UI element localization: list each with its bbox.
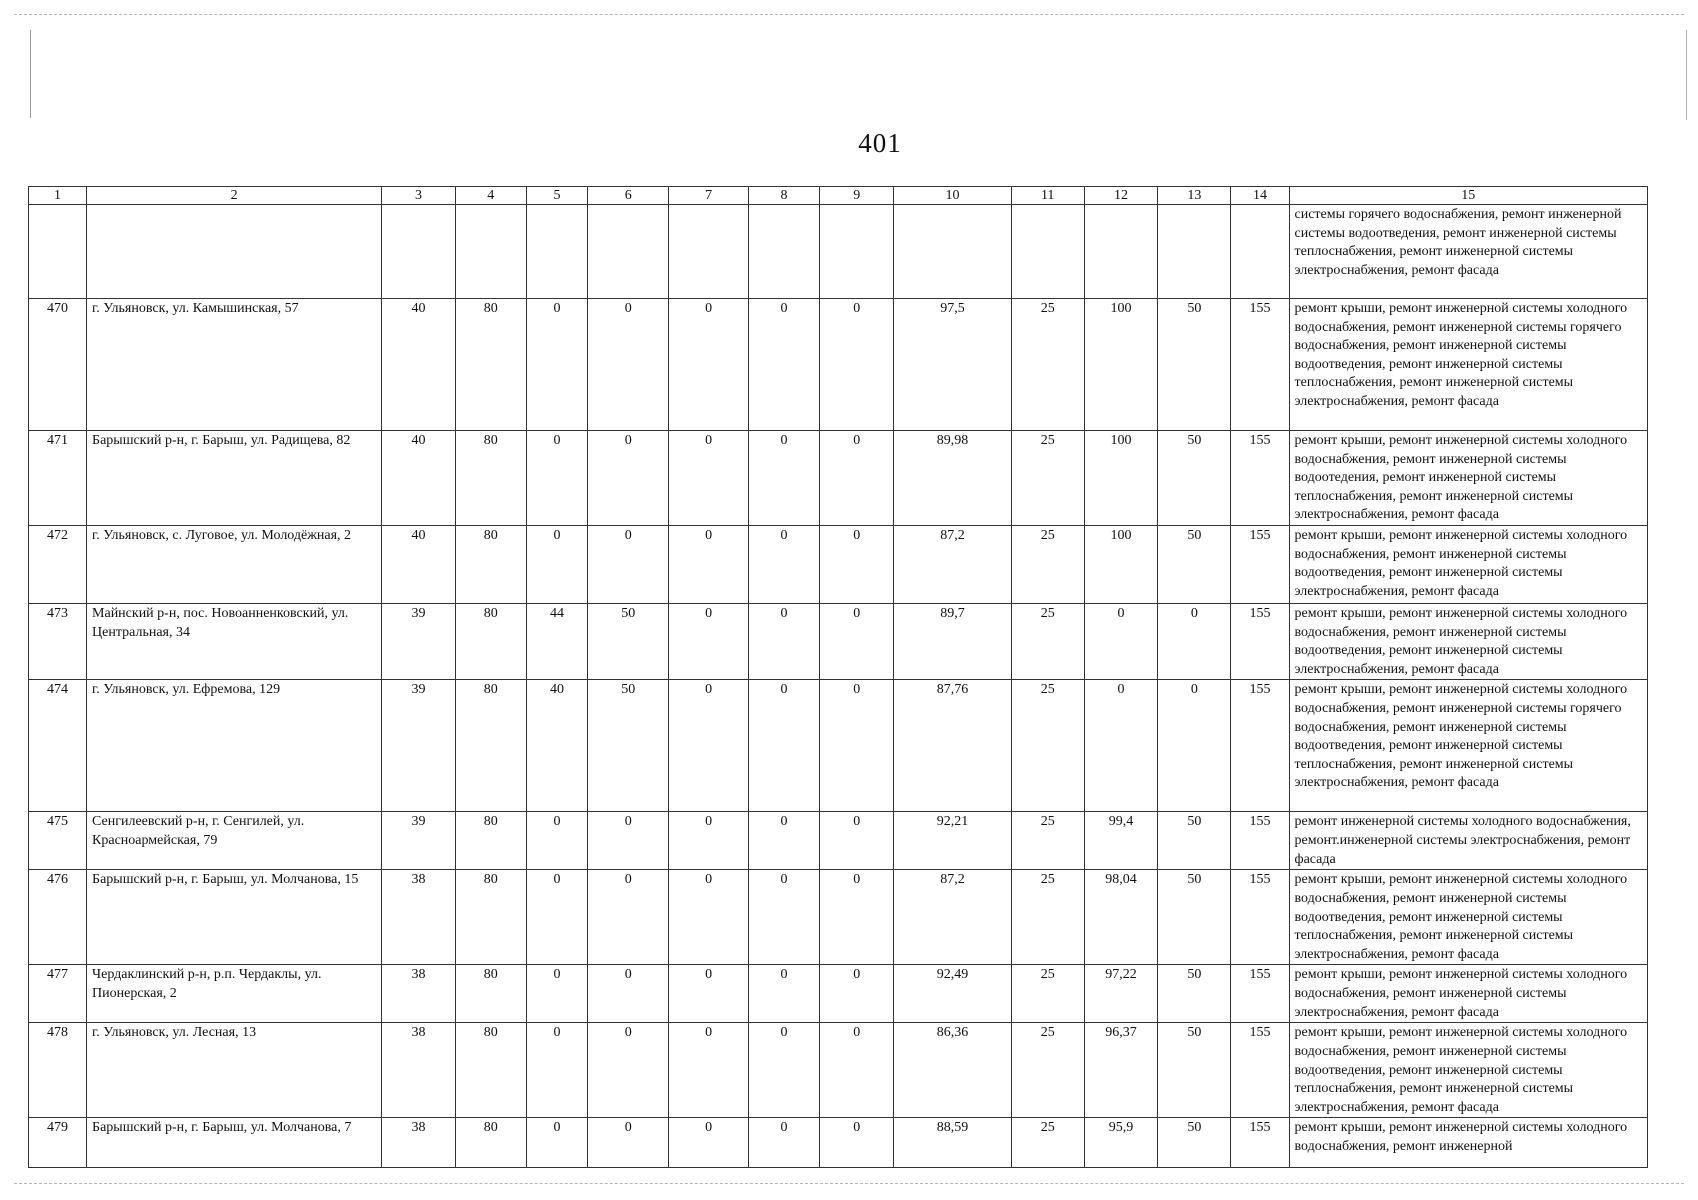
value-cell-col12: 100 — [1084, 525, 1157, 603]
repair-works-cell: ремонт крыши, ремонт инженерной системы холодного водоснабжения, ремонт инженерной системы горячего водоснабжения, ремонт инженерной системы водоотведения, ремонт инженерной системы теплоснабжения, ремонт инженерной системы электроснабжения, ремонт фасада — [1289, 299, 1647, 431]
value-cell-col11: 25 — [1011, 680, 1084, 812]
value-cell-col14: 155 — [1231, 1118, 1289, 1168]
repair-works-cell: системы горячего водоснабжения, ремонт инженерной системы водоотведения, ремонт инженерной системы теплоснабжения, ремонт инженерной системы электроснабжения, ремонт фасада — [1289, 205, 1647, 299]
value-cell-col11: 25 — [1011, 812, 1084, 870]
value-cell-col14: 155 — [1231, 603, 1289, 679]
value-cell-col4: 80 — [455, 525, 526, 603]
address-cell: г. Ульяновск, ул. Лесная, 13 — [87, 1023, 382, 1118]
value-cell-col8: 0 — [748, 1023, 819, 1118]
value-cell-col10: 92,21 — [894, 812, 1011, 870]
column-number: 9 — [820, 187, 894, 205]
value-cell-col12: 99,4 — [1084, 812, 1157, 870]
column-number: 5 — [526, 187, 587, 205]
repair-works-cell: ремонт инженерной системы холодного водоснабжения, ремонт.инженерной системы электроснабжения, ремонт фасада — [1289, 812, 1647, 870]
value-cell-col3: 39 — [382, 603, 455, 679]
value-cell-col14: 155 — [1231, 870, 1289, 965]
value-cell-col7: 0 — [669, 603, 748, 679]
column-number: 8 — [748, 187, 819, 205]
value-cell-col13: 50 — [1158, 812, 1231, 870]
repair-works-cell: ремонт крыши, ремонт инженерной системы холодного водоснабжения, ремонт инженерной — [1289, 1118, 1647, 1168]
address-cell: г. Ульяновск, ул. Камышинская, 57 — [87, 299, 382, 431]
value-cell-col4: 80 — [455, 431, 526, 526]
table-row — [29, 603, 1648, 679]
value-cell-col3: 40 — [382, 431, 455, 526]
value-cell-col10: 92,49 — [894, 965, 1011, 1023]
column-number: 2 — [87, 187, 382, 205]
value-cell-col12: 0 — [1084, 603, 1157, 679]
value-cell-col14: 155 — [1231, 812, 1289, 870]
address-cell: Майнский р-н, пос. Новоанненковский, ул. Центральная, 34 — [87, 603, 382, 679]
value-cell-col12: 0 — [1084, 680, 1157, 812]
value-cell-col4: 80 — [455, 603, 526, 679]
value-cell-col4: 80 — [455, 870, 526, 965]
value-cell-col5: 0 — [526, 870, 587, 965]
value-cell-col5: 0 — [526, 1023, 587, 1118]
repair-works-cell: ремонт крыши, ремонт инженерной системы холодного водоснабжения, ремонт инженерной системы водоотведения, ремонт инженерной системы теплоснабжения, ремонт инженерной системы электроснабжения, ремонт фасада — [1289, 1023, 1647, 1118]
row-number-cell: 470 — [29, 299, 87, 431]
value-cell-col3: 38 — [382, 965, 455, 1023]
value-cell-col12: 97,22 — [1084, 965, 1157, 1023]
value-cell-col11: 25 — [1011, 870, 1084, 965]
address-cell: Барышский р-н, г. Барыш, ул. Молчанова, 15 — [87, 870, 382, 965]
value-cell-col7: 0 — [669, 1118, 748, 1168]
value-cell-col8: 0 — [748, 431, 819, 526]
value-cell-col4: 80 — [455, 812, 526, 870]
value-cell-col7: 0 — [669, 965, 748, 1023]
value-cell-col10: 97,5 — [894, 299, 1011, 431]
row-number-cell: 476 — [29, 870, 87, 965]
table-body — [29, 187, 1648, 1168]
value-cell-col6: 0 — [587, 965, 668, 1023]
value-cell-col7 — [669, 205, 748, 299]
column-number: 13 — [1158, 187, 1231, 205]
value-cell-col6: 0 — [587, 1023, 668, 1118]
row-number-cell — [29, 205, 87, 299]
column-number: 12 — [1084, 187, 1157, 205]
value-cell-col11: 25 — [1011, 525, 1084, 603]
value-cell-col3: 40 — [382, 525, 455, 603]
value-cell-col7: 0 — [669, 680, 748, 812]
value-cell-col3: 38 — [382, 1023, 455, 1118]
repair-works-cell: ремонт крыши, ремонт инженерной системы холодного водоснабжения, ремонт инженерной системы горячего водоснабжения, ремонт инженерной системы водоотведения, ремонт инженерной системы теплоснабжения, ремонт инженерной системы электроснабжения, ремонт фасада — [1289, 680, 1647, 812]
value-cell-col11: 25 — [1011, 603, 1084, 679]
address-cell: Чердаклинский р-н, р.п. Чердаклы, ул. Пионерская, 2 — [87, 965, 382, 1023]
scan-edge-left — [30, 30, 31, 118]
value-cell-col10: 87,2 — [894, 525, 1011, 603]
table-row — [29, 205, 1648, 299]
value-cell-col11: 25 — [1011, 1023, 1084, 1118]
value-cell-col3: 38 — [382, 870, 455, 965]
column-number: 3 — [382, 187, 455, 205]
value-cell-col5: 0 — [526, 1118, 587, 1168]
value-cell-col9 — [820, 205, 894, 299]
column-number: 4 — [455, 187, 526, 205]
repair-works-cell: ремонт крыши, ремонт инженерной системы холодного водоснабжения, ремонт инженерной системы водоотведения, ремонт инженерной системы теплоснабжения, ремонт инженерной системы электроснабжения, ремонт фасада — [1289, 870, 1647, 965]
column-number: 11 — [1011, 187, 1084, 205]
value-cell-col8: 0 — [748, 680, 819, 812]
value-cell-col10: 89,98 — [894, 431, 1011, 526]
value-cell-col12: 100 — [1084, 431, 1157, 526]
value-cell-col3 — [382, 205, 455, 299]
value-cell-col7: 0 — [669, 812, 748, 870]
value-cell-col6: 0 — [587, 431, 668, 526]
column-number: 1 — [29, 187, 87, 205]
repair-works-cell: ремонт крыши, ремонт инженерной системы холодного водоснабжения, ремонт инженерной системы водоотведения, ремонт инженерной системы электроснабжения, ремонт фасада — [1289, 603, 1647, 679]
table-row — [29, 965, 1648, 1023]
value-cell-col4: 80 — [455, 1023, 526, 1118]
value-cell-col5 — [526, 205, 587, 299]
value-cell-col13: 50 — [1158, 870, 1231, 965]
value-cell-col5: 0 — [526, 299, 587, 431]
scan-edge-top — [14, 14, 1684, 15]
value-cell-col12 — [1084, 205, 1157, 299]
value-cell-col13: 50 — [1158, 1023, 1231, 1118]
repair-works-cell: ремонт крыши, ремонт инженерной системы холодного водоснабжения, ремонт инженерной системы водоотведения, ремонт инженерной системы электроснабжения, ремонт фасада — [1289, 525, 1647, 603]
value-cell-col9: 0 — [820, 431, 894, 526]
value-cell-col3: 38 — [382, 1118, 455, 1168]
value-cell-col10: 89,7 — [894, 603, 1011, 679]
value-cell-col13: 50 — [1158, 525, 1231, 603]
address-cell: Барышский р-н, г. Барыш, ул. Молчанова, 7 — [87, 1118, 382, 1168]
value-cell-col8 — [748, 205, 819, 299]
value-cell-col10: 88,59 — [894, 1118, 1011, 1168]
value-cell-col4: 80 — [455, 680, 526, 812]
table-row — [29, 680, 1648, 812]
value-cell-col14 — [1231, 205, 1289, 299]
value-cell-col9: 0 — [820, 603, 894, 679]
row-number-cell: 473 — [29, 603, 87, 679]
value-cell-col6 — [587, 205, 668, 299]
row-number-cell: 479 — [29, 1118, 87, 1168]
value-cell-col13: 50 — [1158, 299, 1231, 431]
value-cell-col4: 80 — [455, 299, 526, 431]
value-cell-col13: 50 — [1158, 965, 1231, 1023]
value-cell-col14: 155 — [1231, 299, 1289, 431]
value-cell-col11: 25 — [1011, 431, 1084, 526]
value-cell-col9: 0 — [820, 525, 894, 603]
value-cell-col8: 0 — [748, 1118, 819, 1168]
column-number: 10 — [894, 187, 1011, 205]
value-cell-col10: 86,36 — [894, 1023, 1011, 1118]
value-cell-col11 — [1011, 205, 1084, 299]
value-cell-col9: 0 — [820, 1023, 894, 1118]
value-cell-col7: 0 — [669, 870, 748, 965]
row-number-cell: 477 — [29, 965, 87, 1023]
value-cell-col10: 87,2 — [894, 870, 1011, 965]
value-cell-col7: 0 — [669, 431, 748, 526]
value-cell-col4: 80 — [455, 965, 526, 1023]
value-cell-col13 — [1158, 205, 1231, 299]
value-cell-col13: 0 — [1158, 603, 1231, 679]
value-cell-col14: 155 — [1231, 680, 1289, 812]
value-cell-col11: 25 — [1011, 1118, 1084, 1168]
value-cell-col8: 0 — [748, 812, 819, 870]
value-cell-col10 — [894, 205, 1011, 299]
value-cell-col10: 87,76 — [894, 680, 1011, 812]
row-number-cell: 471 — [29, 431, 87, 526]
value-cell-col14: 155 — [1231, 1023, 1289, 1118]
value-cell-col4: 80 — [455, 1118, 526, 1168]
table-row — [29, 525, 1648, 603]
value-cell-col6: 50 — [587, 603, 668, 679]
address-cell: Барышский р-н, г. Барыш, ул. Радищева, 82 — [87, 431, 382, 526]
row-number-cell: 478 — [29, 1023, 87, 1118]
value-cell-col7: 0 — [669, 525, 748, 603]
value-cell-col11: 25 — [1011, 965, 1084, 1023]
value-cell-col6: 0 — [587, 525, 668, 603]
value-cell-col5: 0 — [526, 431, 587, 526]
row-number-cell: 475 — [29, 812, 87, 870]
value-cell-col12: 95,9 — [1084, 1118, 1157, 1168]
value-cell-col13: 50 — [1158, 1118, 1231, 1168]
value-cell-col8: 0 — [748, 525, 819, 603]
column-number: 6 — [587, 187, 668, 205]
column-number: 15 — [1289, 187, 1647, 205]
value-cell-col6: 0 — [587, 299, 668, 431]
value-cell-col3: 39 — [382, 680, 455, 812]
repair-works-cell: ремонт крыши, ремонт инженерной системы холодного водоснабжения, ремонт инженерной системы водоотедения, ремонт инженерной системы теплоснабжения, ремонт инженерной системы электроснабжения, ремонт фасада — [1289, 431, 1647, 526]
page-number: 401 — [858, 128, 902, 158]
value-cell-col12: 100 — [1084, 299, 1157, 431]
value-cell-col9: 0 — [820, 1118, 894, 1168]
value-cell-col5: 40 — [526, 680, 587, 812]
value-cell-col9: 0 — [820, 812, 894, 870]
address-cell — [87, 205, 382, 299]
address-cell: Сенгилеевский р-н, г. Сенгилей, ул. Красноармейская, 79 — [87, 812, 382, 870]
value-cell-col9: 0 — [820, 965, 894, 1023]
value-cell-col5: 0 — [526, 812, 587, 870]
column-number-row — [29, 187, 1648, 205]
repair-works-cell: ремонт крыши, ремонт инженерной системы холодного водоснабжения, ремонт инженерной системы электроснабжения, ремонт фасада — [1289, 965, 1647, 1023]
value-cell-col4 — [455, 205, 526, 299]
value-cell-col3: 39 — [382, 812, 455, 870]
row-number-cell: 472 — [29, 525, 87, 603]
value-cell-col13: 0 — [1158, 680, 1231, 812]
column-number: 14 — [1231, 187, 1289, 205]
value-cell-col5: 44 — [526, 603, 587, 679]
value-cell-col5: 0 — [526, 525, 587, 603]
value-cell-col8: 0 — [748, 299, 819, 431]
table-row — [29, 870, 1648, 965]
row-number-cell: 474 — [29, 680, 87, 812]
value-cell-col6: 50 — [587, 680, 668, 812]
value-cell-col3: 40 — [382, 299, 455, 431]
column-number: 7 — [669, 187, 748, 205]
value-cell-col12: 98,04 — [1084, 870, 1157, 965]
table-row — [29, 812, 1648, 870]
value-cell-col14: 155 — [1231, 965, 1289, 1023]
value-cell-col9: 0 — [820, 299, 894, 431]
value-cell-col6: 0 — [587, 1118, 668, 1168]
table-row — [29, 431, 1648, 526]
value-cell-col6: 0 — [587, 812, 668, 870]
address-cell: г. Ульяновск, ул. Ефремова, 129 — [87, 680, 382, 812]
value-cell-col7: 0 — [669, 299, 748, 431]
value-cell-col14: 155 — [1231, 525, 1289, 603]
scan-edge-right — [1686, 30, 1687, 120]
address-cell: г. Ульяновск, с. Луговое, ул. Молодёжная, 2 — [87, 525, 382, 603]
value-cell-col9: 0 — [820, 870, 894, 965]
value-cell-col14: 155 — [1231, 431, 1289, 526]
table-row — [29, 1118, 1648, 1168]
value-cell-col8: 0 — [748, 870, 819, 965]
value-cell-col12: 96,37 — [1084, 1023, 1157, 1118]
value-cell-col8: 0 — [748, 965, 819, 1023]
value-cell-col13: 50 — [1158, 431, 1231, 526]
value-cell-col5: 0 — [526, 965, 587, 1023]
value-cell-col6: 0 — [587, 870, 668, 965]
table-row — [29, 299, 1648, 431]
value-cell-col7: 0 — [669, 1023, 748, 1118]
value-cell-col8: 0 — [748, 603, 819, 679]
value-cell-col9: 0 — [820, 680, 894, 812]
value-cell-col11: 25 — [1011, 299, 1084, 431]
table-row — [29, 1023, 1648, 1118]
repair-program-table — [28, 186, 1648, 1168]
scan-edge-bottom — [14, 1183, 1684, 1184]
